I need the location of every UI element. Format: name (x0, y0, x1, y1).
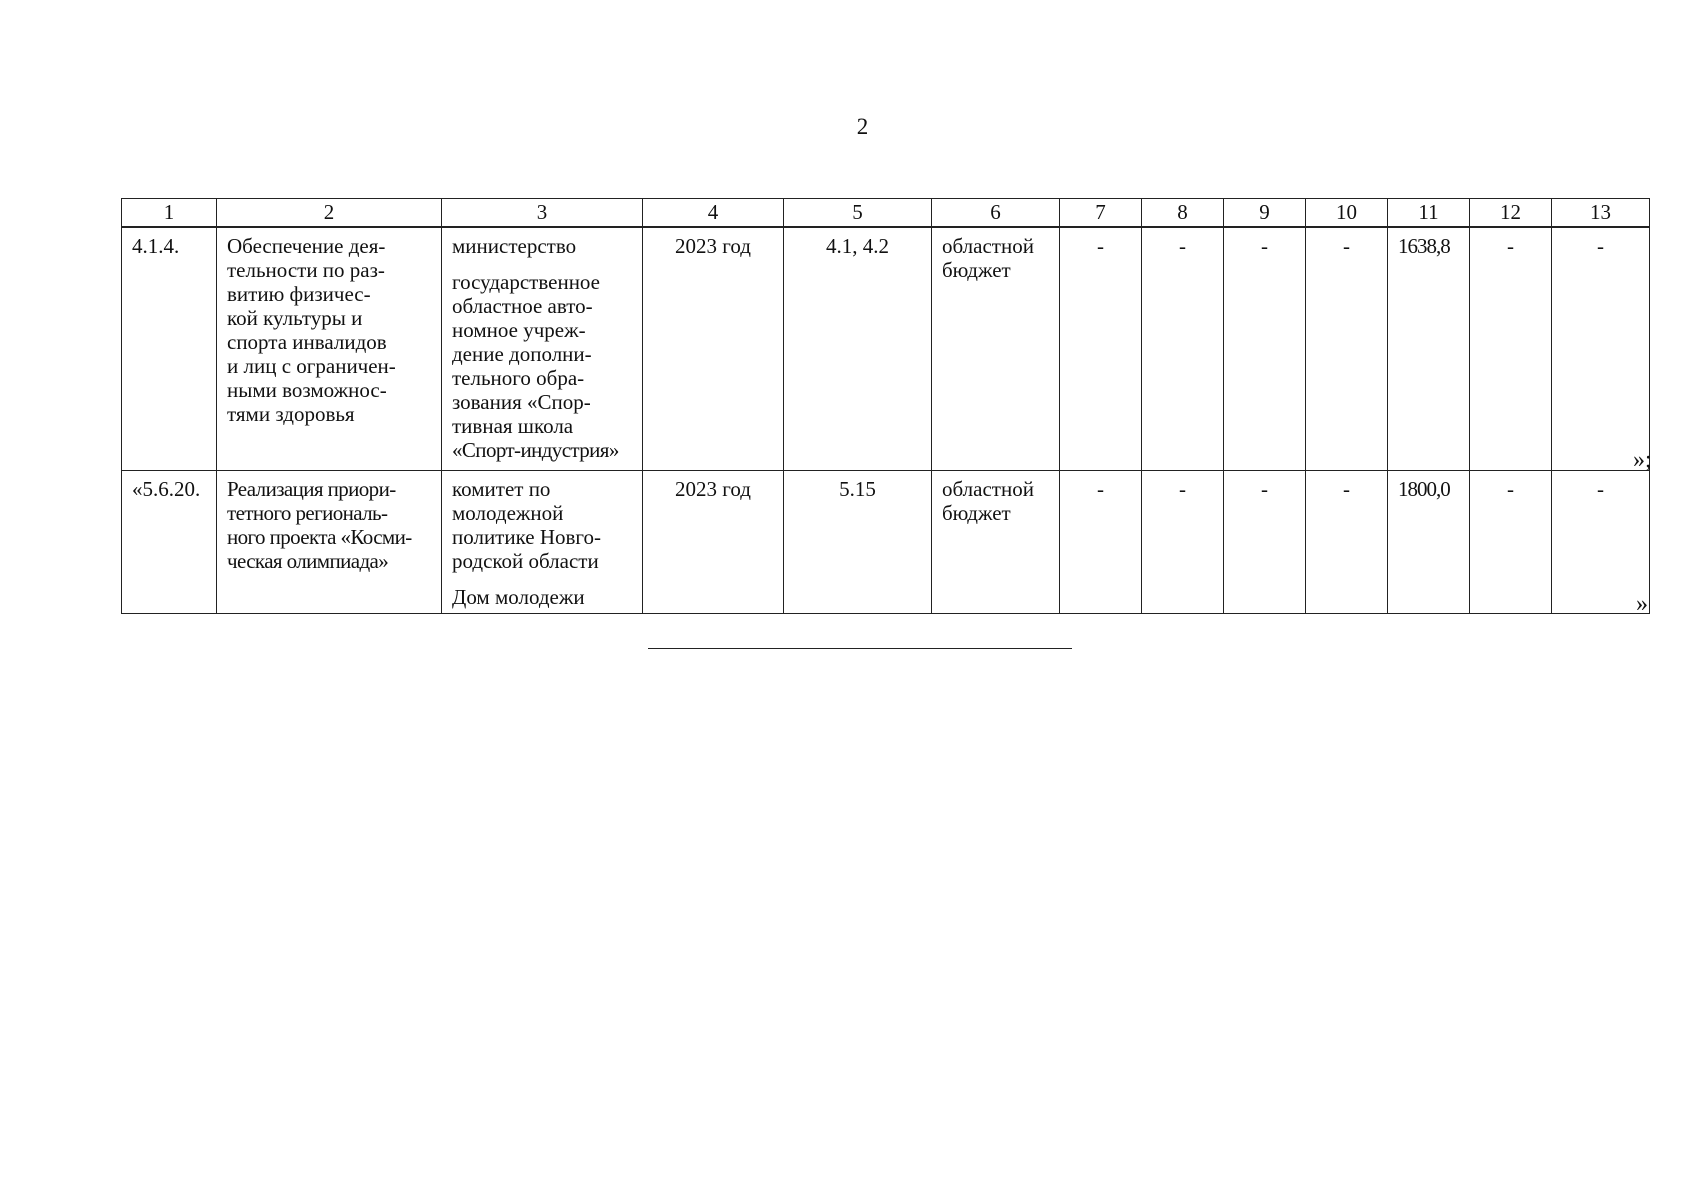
table-header-row (122, 199, 1650, 228)
value-cell: - (1060, 227, 1142, 471)
text-line: витию физичес- (227, 282, 371, 306)
closing-quote-mark: » (1636, 591, 1648, 617)
text-line: зования «Спор- (452, 390, 591, 414)
text-line: областной (942, 477, 1034, 501)
page-number: 2 (856, 114, 869, 139)
funding-source (932, 471, 1060, 614)
text-line: государственное (452, 270, 601, 294)
value-cell: - (1224, 227, 1306, 471)
table-row (122, 227, 1650, 471)
column-header: 3 (442, 199, 643, 228)
column-header: 1 (122, 199, 217, 228)
column-header: 13 (1552, 199, 1650, 228)
text-line: спорта инвалидов (227, 330, 387, 354)
value-cell: - (1552, 471, 1650, 614)
text-line: Обеспечение дея- (227, 234, 386, 258)
column-header: 4 (643, 199, 784, 228)
text-line: и лиц с ограничен- (227, 354, 396, 378)
text-line: комитет по (452, 477, 551, 501)
amount-cell: 1800,0 (1388, 471, 1470, 614)
target-indicators: 4.1, 4.2 (784, 227, 932, 471)
text-line: тельного обра- (452, 366, 585, 390)
period: 2023 год (643, 227, 784, 471)
activity-name (217, 471, 442, 614)
column-header: 11 (1388, 199, 1470, 228)
value-cell: - (1224, 471, 1306, 614)
text-line: родской области (452, 549, 599, 573)
value-cell: - (1306, 471, 1388, 614)
row-number: «5.6.20. (122, 471, 217, 614)
text-line: ными возможнос- (227, 378, 387, 402)
text-line: тями здоровья (227, 402, 355, 426)
value-cell: - (1142, 471, 1224, 614)
funding-source (932, 227, 1060, 471)
value-cell: - (1470, 227, 1552, 471)
text-line: «Спорт-индустрия» (452, 438, 619, 462)
value-cell: - (1142, 227, 1224, 471)
text-line: ческая олимпиада» (227, 549, 389, 573)
text-line: тетного региональ- (227, 501, 388, 525)
value-cell: - (1470, 471, 1552, 614)
column-header: 6 (932, 199, 1060, 228)
text-line: областное авто- (452, 294, 593, 318)
period: 2023 год (643, 471, 784, 614)
value-cell: - (1060, 471, 1142, 614)
text-line: областной (942, 234, 1034, 258)
text-line: бюджет (942, 501, 1011, 525)
text-line: бюджет (942, 258, 1011, 282)
text-line: ного проекта «Косми- (227, 525, 412, 549)
value-cell: - (1306, 227, 1388, 471)
column-header: 5 (784, 199, 932, 228)
text-line: тивная школа (452, 414, 574, 438)
text-line: дение дополни- (452, 342, 592, 366)
closing-quote-mark: »; (1633, 447, 1652, 473)
target-indicators: 5.15 (784, 471, 932, 614)
amount-cell: 1638,8 (1388, 227, 1470, 471)
text-line: кой культуры и (227, 306, 363, 330)
executor-secondary: Дом молодежи (452, 585, 585, 609)
text-line: молодежной (452, 501, 564, 525)
executor (442, 471, 643, 614)
text-line: номное учреж- (452, 318, 586, 342)
column-header: 8 (1142, 199, 1224, 228)
activity-name (217, 227, 442, 471)
text-line: тельности по раз- (227, 258, 385, 282)
column-header: 7 (1060, 199, 1142, 228)
row-number: 4.1.4. (122, 227, 217, 471)
text-line: политике Новго- (452, 525, 602, 549)
column-header: 9 (1224, 199, 1306, 228)
table-row (122, 471, 1650, 614)
column-header: 2 (217, 199, 442, 228)
executor-primary: министерство (452, 234, 577, 258)
text-line: Реализация приори- (227, 477, 396, 501)
activities-table (121, 198, 1650, 614)
column-header: 10 (1306, 199, 1388, 228)
value-cell: - (1552, 227, 1650, 471)
column-header: 12 (1470, 199, 1552, 228)
executor (442, 227, 643, 471)
footer-divider (648, 648, 1072, 649)
